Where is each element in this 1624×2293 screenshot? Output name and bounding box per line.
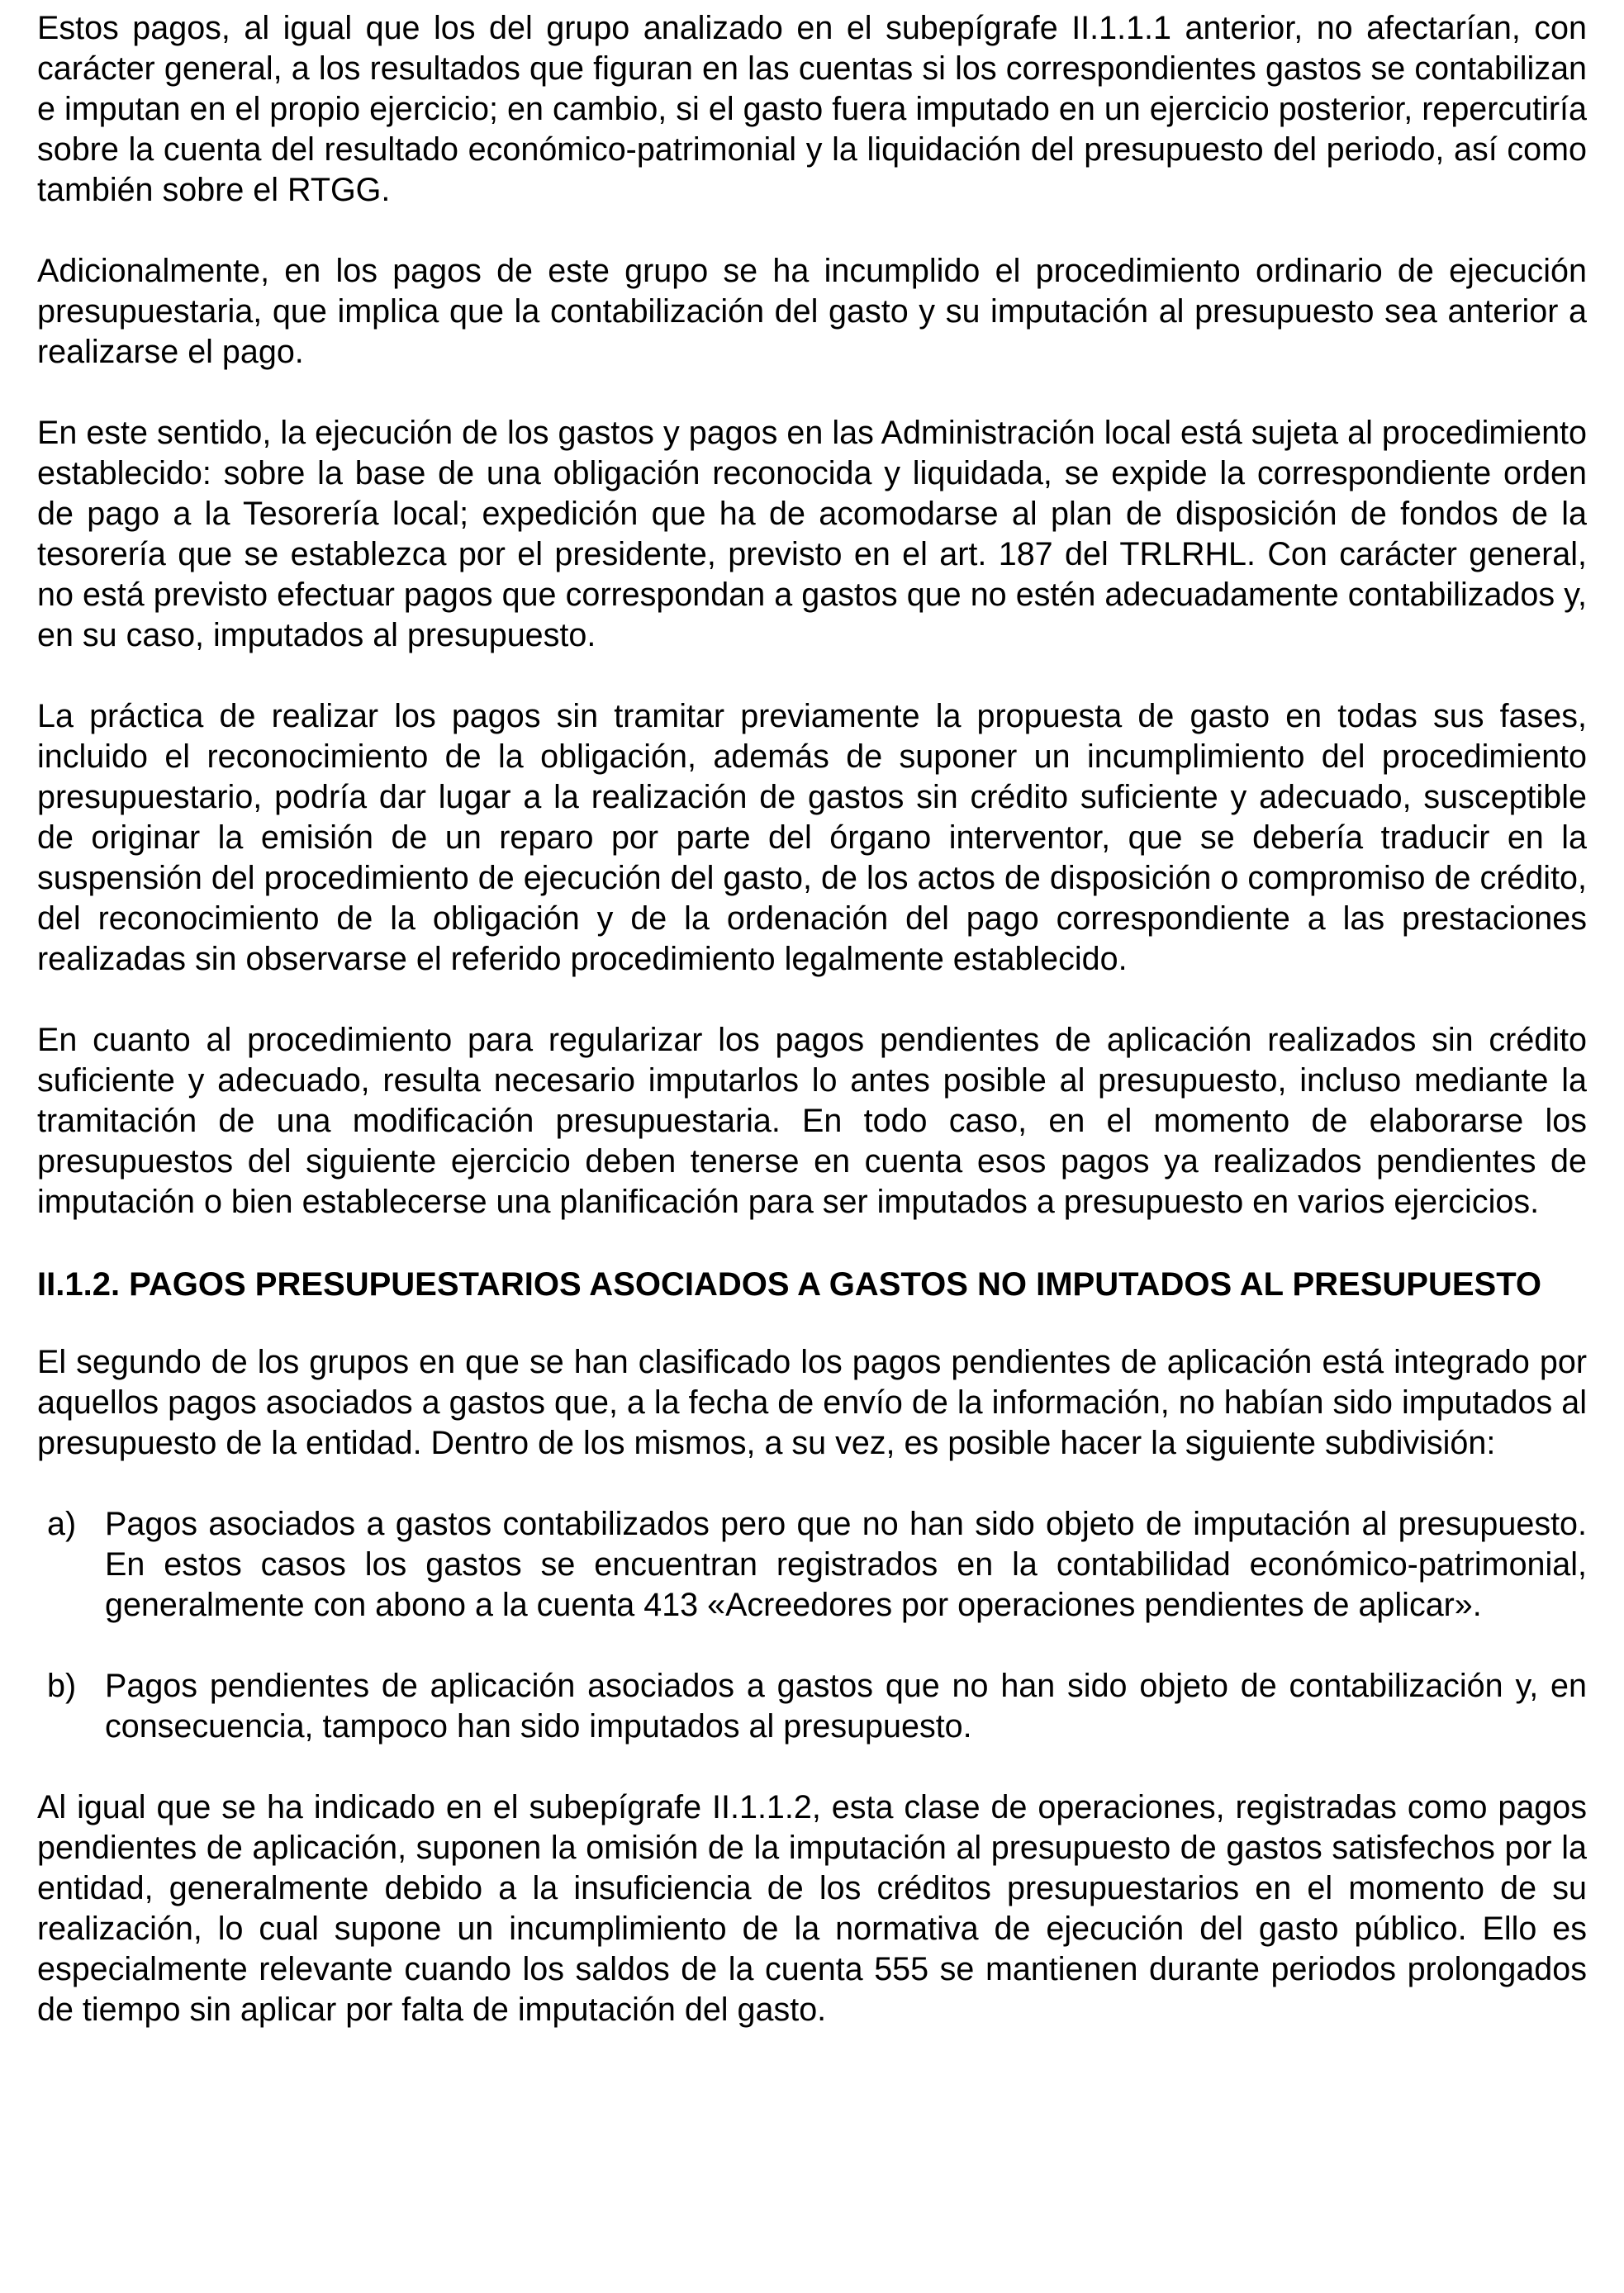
list-item-a — [37, 1504, 1587, 1626]
paragraph-regularization: En cuanto al procedimiento para regularizar los pagos pendientes de aplicación realizados sin crédito suficiente y adecuado, resulta necesario imputarlos lo antes posible al presupuesto, incluso mediante la tramitación de una modificación presupuestaria. En todo caso, en el momento de elaborarse los presupuestos del siguiente ejercicio deben tenerse en cuenta esos pagos ya realizados pendientes de imputación o bien establecerse una planificación para ser imputados a presupuesto en varios ejercicios. — [37, 1022, 1587, 1220]
paragraph-local-execution-procedure: En este sentido, la ejecución de los gastos y pagos en las Administración local está sujeta al procedimiento establecido: sobre la base de una obligación reconocida y liquidada, se expide la correspondiente orden de pago a la Tesorería local; expedición que ha de acomodarse al plan de disposición de fondos de la tesorería que se establezca por el presidente, previsto en el art. 187 del TRLRHL. Con carácter general, no está previsto efectuar pagos que correspondan a gastos que no estén adecuadamente contabilizados y, en su caso, imputados al presupuesto. — [37, 415, 1587, 653]
list-item-b — [37, 1666, 1587, 1747]
paragraph-closing: Al igual que se ha indicado en el subepígrafe II.1.1.2, esta clase de operaciones, registradas como pagos pendientes de aplicación, suponen la omisión de la imputación al presupuesto de gastos satisfechos por la entidad, generalmente debido a la insuficiencia de los créditos presupuestarios en el momento de su realización, lo cual supone un incumplimiento de la normativa de ejecución del gasto público. Ello es especialmente relevante cuando los saldos de la cuenta 555 se mantienen durante periodos prolongados de tiempo sin aplicar por falta de imputación del gasto. — [37, 1789, 1587, 2028]
document-page — [37, 8, 1587, 2071]
paragraph-payment-practice: La práctica de realizar los pagos sin tramitar previamente la propuesta de gasto en todas sus fases, incluido el reconocimiento de la obligación, además de suponer un incumplimiento del procedimiento presupuestario, podría dar lugar a la realización de gastos sin crédito suficiente y adecuado, susceptible de originar la emisión de un reparo por parte del órgano interventor, que se debería traducir en la suspensión del procedimiento de ejecución del gasto, de los actos de disposición o compromiso de crédito, del reconocimiento de la obligación y de la ordenación del pago correspondiente a las prestaciones realizadas sin observarse el referido procedimiento legalmente establecido. — [37, 698, 1587, 977]
list-item-text: Pagos pendientes de aplicación asociados a gastos que no han sido objeto de contabilización y, en consecuencia, tampoco han sido imputados al presupuesto. — [105, 1668, 1587, 1745]
paragraph-effects-on-accounts: Estos pagos, al igual que los del grupo analizado en el subepígrafe II.1.1.1 anterior, no afectarían, con carácter general, a los resultados que figuran en las cuentas si los correspondientes gastos se contabilizan e imputan en el propio ejercicio; en cambio, si el gasto fuera imputado en un ejercicio posterior, repercutiría sobre la cuenta del resultado económico-patrimonial y la liquidación del presupuesto del periodo, así como también sobre el RTGG. — [37, 10, 1587, 208]
list-marker: b) — [47, 1668, 77, 1704]
paragraph-second-group-intro: El segundo de los grupos en que se han clasificado los pagos pendientes de aplicación está integrado por aquellos pagos asociados a gastos que, a la fecha de envío de la información, no habían sido imputados al presupuesto de la entidad. Dentro de los mismos, a su vez, es posible hacer la siguiente subdivisión: — [37, 1344, 1587, 1461]
paragraph-procedure-breach: Adicionalmente, en los pagos de este grupo se ha incumplido el procedimiento ordinario de ejecución presupuestaria, que implica que la contabilización del gasto y su imputación al presupuesto sea anterior a realizarse el pago. — [37, 253, 1587, 370]
list-marker: a) — [47, 1506, 77, 1542]
list-item-text: Pagos asociados a gastos contabilizados pero que no han sido objeto de imputación al presupuesto. En estos casos los gastos se encuentran registrados en la contabilidad económico-patrimonial, generalmente con abono a la cuenta 413 «Acreedores por operaciones pendientes de aplicar». — [105, 1506, 1587, 1623]
section-heading: II.1.2. PAGOS PRESUPUESTARIOS ASOCIADOS A GASTOS NO IMPUTADOS AL PRESUPUESTO — [37, 1266, 1542, 1303]
